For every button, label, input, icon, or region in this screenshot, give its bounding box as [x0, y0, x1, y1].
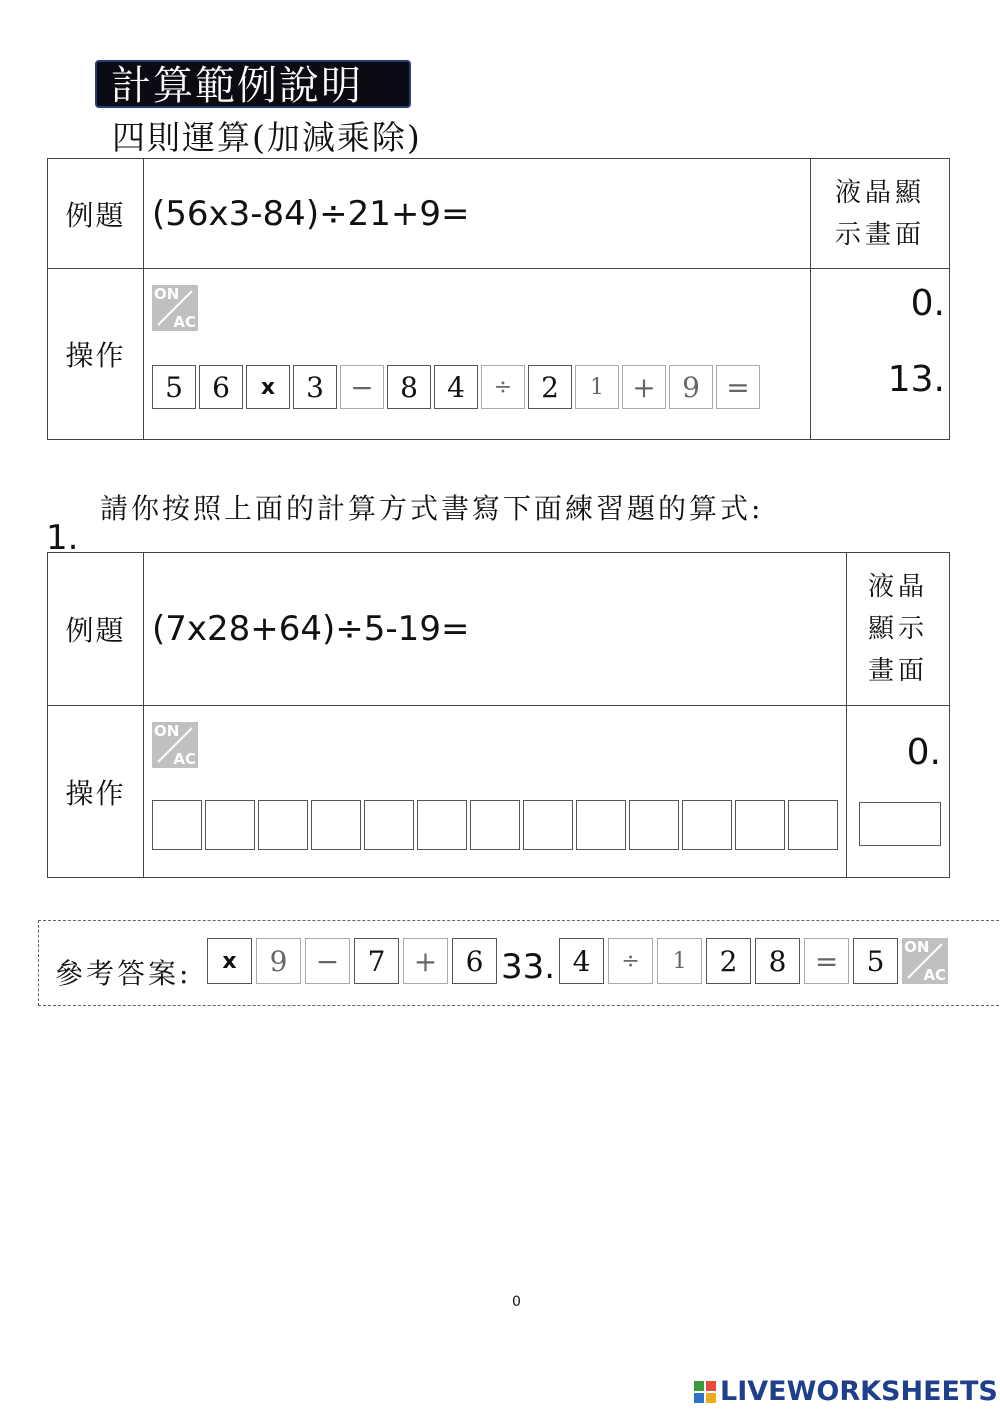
key-blank-input[interactable]: [682, 800, 732, 850]
key: x: [246, 365, 290, 409]
lcd-header-line: 畫面: [867, 656, 928, 686]
key-blank-input[interactable]: [788, 800, 838, 850]
answer-draggables: [207, 938, 948, 987]
key: 5: [152, 365, 196, 409]
lcd-value: 13.: [887, 359, 945, 400]
key-blank-input[interactable]: [735, 800, 785, 850]
on-text: ON: [904, 938, 930, 956]
draggable-key[interactable]: 6: [452, 938, 497, 984]
operation-cell: [144, 706, 847, 878]
lcd-header: [811, 159, 950, 269]
key-blank-input[interactable]: [470, 800, 520, 850]
lcd-blank-input[interactable]: [859, 802, 941, 846]
key-blank-input[interactable]: [205, 800, 255, 850]
draggable-on-ac-key-icon[interactable]: [902, 938, 948, 984]
key: +: [622, 365, 666, 409]
key: ÷: [481, 365, 525, 409]
lcd-header: [847, 553, 950, 706]
logo-text: LIVEWORKSHEETS: [720, 1376, 998, 1407]
key-blank-input[interactable]: [629, 800, 679, 850]
lcd-value: 0.: [906, 732, 941, 773]
lcd-header-line: 示畫面: [834, 219, 925, 250]
operation-cell: [144, 269, 811, 440]
logo-mark-icon: [694, 1381, 716, 1403]
example-label: 例題: [48, 553, 144, 706]
on-text: ON: [154, 285, 180, 303]
on-ac-key-icon: [152, 722, 198, 768]
liveworksheets-logo: [694, 1376, 998, 1407]
instruction-text: 請你按照上面的計算方式書寫下面練習題的算式:: [100, 492, 764, 525]
page-number: 0: [512, 1294, 521, 1310]
example-label: 例題: [48, 159, 144, 269]
key: 4: [434, 365, 478, 409]
draggable-key[interactable]: 5: [853, 938, 898, 984]
key: =: [716, 365, 760, 409]
answer-blanks: [152, 800, 838, 850]
ac-text: AC: [173, 750, 196, 768]
question-number: 1.: [46, 518, 79, 558]
key: 3: [293, 365, 337, 409]
key: 9: [669, 365, 713, 409]
key: 2: [528, 365, 572, 409]
answer-reference-label: 參考答案:: [55, 957, 192, 990]
example-expression: (56x3-84)÷21+9=: [144, 159, 811, 269]
draggable-key[interactable]: −: [305, 938, 350, 984]
lcd-value: 0.: [910, 283, 945, 324]
draggable-key[interactable]: ÷: [608, 938, 653, 984]
lcd-header-line: 液晶顯: [834, 177, 925, 208]
lcd-header-line: 液晶: [867, 572, 928, 602]
key-blank-input[interactable]: [364, 800, 414, 850]
on-text: ON: [154, 722, 180, 740]
draggable-lcd-value[interactable]: 33.: [501, 947, 556, 987]
lcd-display-cell: [811, 269, 950, 440]
key: 1: [575, 365, 619, 409]
key: 8: [387, 365, 431, 409]
operation-label: 操作: [48, 269, 144, 440]
key-blank-input[interactable]: [523, 800, 573, 850]
draggable-key[interactable]: 9: [256, 938, 301, 984]
page-subtitle: 四則運算(加減乘除): [112, 118, 422, 157]
practice-table: [47, 552, 950, 878]
key-blank-input[interactable]: [576, 800, 626, 850]
draggable-key[interactable]: 8: [755, 938, 800, 984]
draggable-key[interactable]: =: [804, 938, 849, 984]
key: 6: [199, 365, 243, 409]
ac-text: AC: [923, 966, 947, 984]
draggable-key[interactable]: 7: [354, 938, 399, 984]
lcd-header-line: 顯示: [867, 614, 928, 644]
lcd-display-cell: [847, 706, 950, 878]
key-blank-input[interactable]: [152, 800, 202, 850]
practice-expression: (7x28+64)÷5-19=: [144, 553, 847, 706]
key-sequence: [152, 365, 760, 409]
draggable-key[interactable]: +: [403, 938, 448, 984]
key-blank-input[interactable]: [311, 800, 361, 850]
draggable-key[interactable]: 2: [706, 938, 751, 984]
key: −: [340, 365, 384, 409]
draggable-key[interactable]: 1: [657, 938, 702, 984]
on-ac-key-icon: [152, 285, 198, 331]
draggable-key[interactable]: x: [207, 938, 252, 984]
key-blank-input[interactable]: [417, 800, 467, 850]
operation-label: 操作: [48, 706, 144, 878]
key-blank-input[interactable]: [258, 800, 308, 850]
page-title: 計算範例說明: [95, 60, 411, 108]
example-table: [47, 158, 950, 440]
draggable-key[interactable]: 4: [559, 938, 604, 984]
ac-text: AC: [173, 313, 196, 331]
